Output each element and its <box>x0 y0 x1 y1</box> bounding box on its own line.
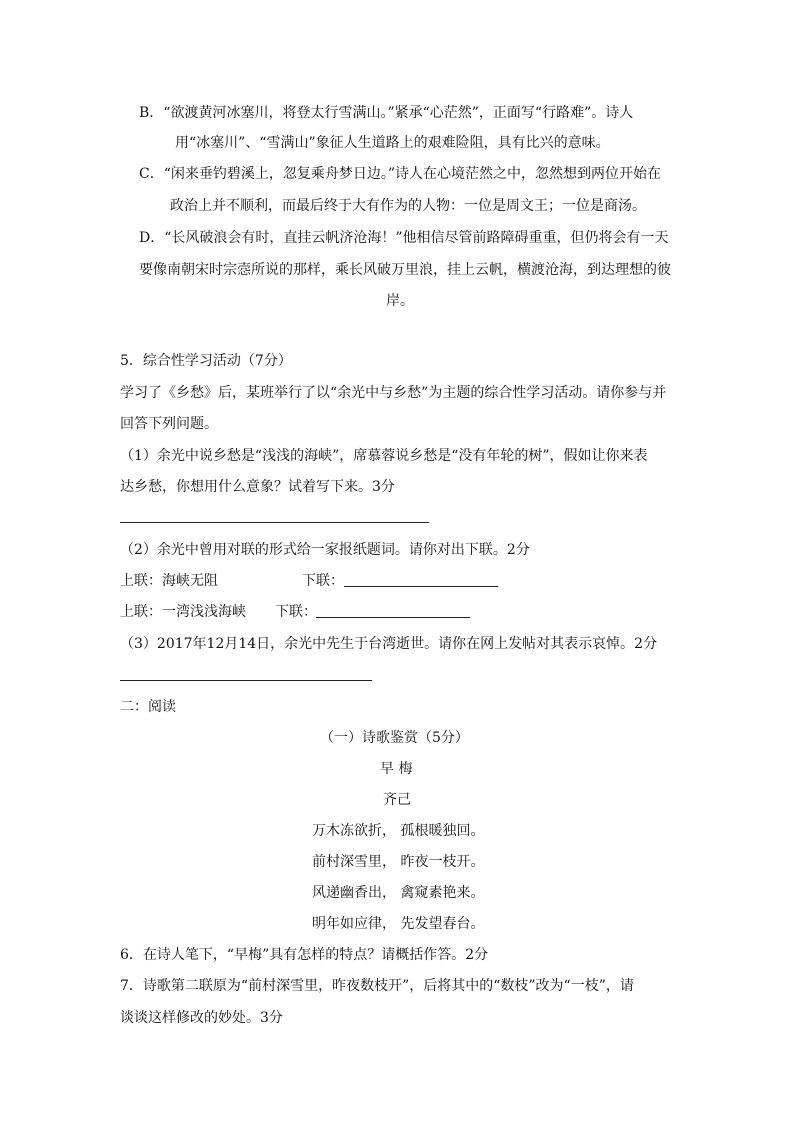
option-d-line1: D．“长风破浪会有时，直挂云帆济沧海！”他相信尽管前路障碍重重，但仍将会有一天 <box>139 230 669 246</box>
couplet1-answer-line[interactable] <box>344 586 498 587</box>
q5-title: 5．综合性学习活动（7分） <box>120 353 292 369</box>
option-c-line1: C．“闲来垂钓碧溪上，忽复乘舟梦日边。”诗人在心境茫然之中，忽然想到两位开始在 <box>139 166 662 182</box>
q5-part3: （3）2017年12月14日，余光中先生于台湾逝世。请你在网上发帖对其表示哀悼。2分 <box>120 636 658 652</box>
q5-intro-line2: 回答下列问题。 <box>120 416 218 432</box>
option-b-line1: B．“欲渡黄河冰塞川，将登太行雪满山。”紧承“心茫然”，正面写“行路难”。诗人 <box>139 105 634 121</box>
couplet2-lower-label: 下联： <box>275 604 317 620</box>
poem-author: 齐己 <box>383 792 411 808</box>
couplet2-upper: 上联：一湾浅浅海峡 <box>120 604 246 620</box>
poem-title: 早 梅 <box>380 761 413 777</box>
q5-part2: （2）余光中曾用对联的形式给一家报纸题词。请你对出下联。2分 <box>120 542 530 558</box>
couplet1-lower-label: 下联： <box>302 573 344 589</box>
q5-intro-line1: 学习了《乡愁》后，某班举行了以“余光中与乡愁”为主题的综合性学习活动。请你参与并 <box>120 385 667 401</box>
q7-line1: 7．诗歌第二联原为“前村深雪里，昨夜数枝开”，后将其中的“数枝”改为“一枝”，请 <box>120 978 634 994</box>
couplet1-upper: 上联：海峡无阻 <box>120 573 218 589</box>
section-heading: 二：阅读 <box>120 699 176 715</box>
option-d-line2: 要像南朝宋时宗悫所说的那样，乘长风破万里浪，挂上云帆，横渡沧海，到达理想的彼 <box>139 262 671 278</box>
couplet2-answer-line[interactable] <box>316 617 470 618</box>
poem-line: 前村深雪里， 昨夜一枝开。 <box>312 854 485 870</box>
option-c-line2: 政治上并不顺利，而最后终于大有作为的人物：一位是周文王；一位是商汤。 <box>170 198 646 214</box>
poem-line: 风递幽香出， 禽窥素艳来。 <box>312 885 485 901</box>
section-subheading: （一）诗歌鉴赏（5分） <box>320 730 469 746</box>
option-d-line3: 岸。 <box>386 293 414 309</box>
option-b-line2: 用“冰塞川”、“雪满山”象征人生道路上的艰难险阻，具有比兴的意味。 <box>175 135 610 151</box>
q5-part1-line2: 达乡愁，你想用什么意象？试着写下来。3分 <box>120 479 395 495</box>
q7-line2: 谈谈这样修改的妙处。3分 <box>120 1010 283 1026</box>
q5-part1-line1: （1）余光中说乡愁是“浅浅的海峡”，席慕蓉说乡愁是“没有年轮的树”，假如让你来表 <box>120 448 648 464</box>
answer-line-part1[interactable] <box>120 522 429 523</box>
q6: 6．在诗人笔下，“早梅”具有怎样的特点？请概括作答。2分 <box>120 947 489 963</box>
poem-line: 万木冻欲折， 孤根暖独回。 <box>312 823 485 839</box>
answer-line-part3[interactable] <box>120 680 372 681</box>
poem-line: 明年如应律， 先发望春台。 <box>312 916 485 932</box>
